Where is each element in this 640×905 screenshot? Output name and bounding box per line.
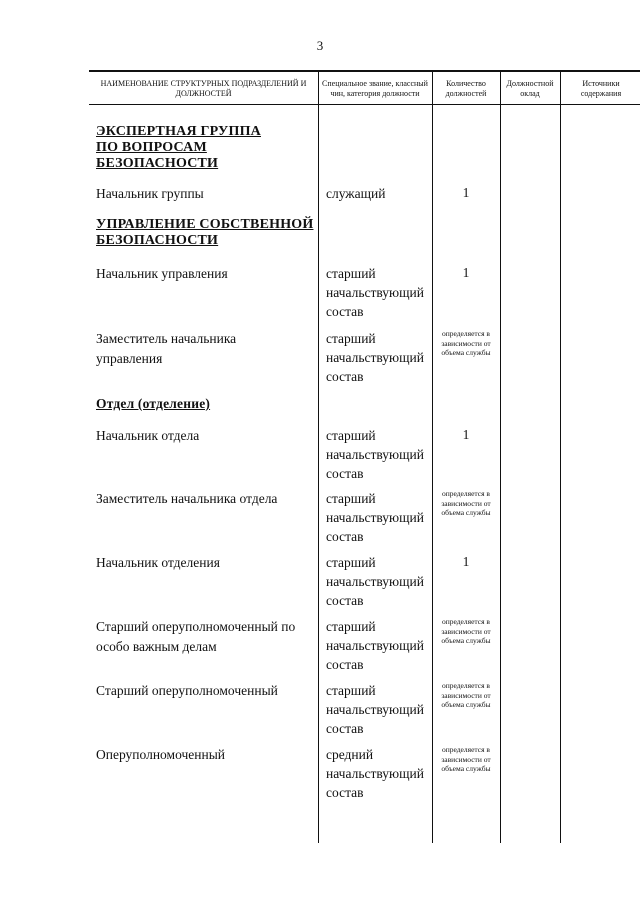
position-count: определяется в зависимости от объема службы — [441, 681, 491, 709]
position-count: 1 — [462, 185, 470, 200]
section-title: Отдел (отделение) — [96, 396, 211, 411]
position-rank: служащий — [326, 186, 386, 201]
section-title: ЭКСПЕРТНАЯ ГРУППА ПО ВОПРОСАМ БЕЗОПАСНОСТИ — [96, 124, 261, 171]
position-count: определяется в зависимости от объема службы — [441, 745, 491, 773]
position-count: 1 — [462, 427, 470, 442]
position-rank: старший начальствующий состав — [326, 428, 424, 481]
position-name: Заместитель начальника отдела — [96, 491, 278, 506]
position-name: Оперуполномоченный — [96, 747, 226, 762]
column-divider — [560, 70, 561, 843]
position-rank: старший начальствующий состав — [326, 266, 424, 319]
position-rank: старший начальствующий состав — [326, 331, 424, 384]
header-count: Количество должностей — [445, 78, 487, 98]
header-rank: Специальное звание, классный чин, категория должности — [322, 78, 428, 98]
position-rank: старший начальствующий состав — [326, 555, 424, 608]
position-rank: старший начальствующий состав — [326, 683, 424, 736]
position-count: 1 — [462, 554, 470, 569]
position-name: Заместитель начальника управления — [96, 331, 237, 366]
header-name: НАИМЕНОВАНИЕ СТРУКТУРНЫХ ПОДРАЗДЕЛЕНИЙ И ДОЛЖНОСТЕЙ — [100, 78, 307, 98]
position-name: Начальник управления — [96, 266, 228, 281]
column-divider — [500, 70, 501, 843]
section-title: УПРАВЛЕНИЕ СОБСТВЕННОЙ БЕЗОПАСНОСТИ — [96, 217, 314, 248]
position-count: определяется в зависимости от объема службы — [441, 617, 491, 645]
position-name: Начальник отделения — [96, 555, 220, 570]
position-name: Начальник отдела — [96, 428, 200, 443]
position-count: определяется в зависимости от объема службы — [441, 329, 491, 357]
table-top-border — [89, 70, 640, 72]
header-salary: Должностной оклад — [506, 78, 554, 98]
position-name: Старший оперуполномоченный по особо важным делам — [96, 619, 296, 654]
position-rank: старший начальствующий состав — [326, 619, 424, 672]
position-rank: старший начальствующий состав — [326, 491, 424, 544]
table-header-border — [89, 104, 640, 105]
position-rank: средний начальствующий состав — [326, 747, 424, 800]
page-number: 3 — [316, 38, 324, 53]
header-source: Источники содержания — [580, 78, 622, 98]
position-name: Начальник группы — [96, 186, 204, 201]
position-count: определяется в зависимости от объема службы — [441, 489, 491, 517]
position-name: Старший оперуполномоченный — [96, 683, 278, 698]
position-count: 1 — [462, 265, 470, 280]
